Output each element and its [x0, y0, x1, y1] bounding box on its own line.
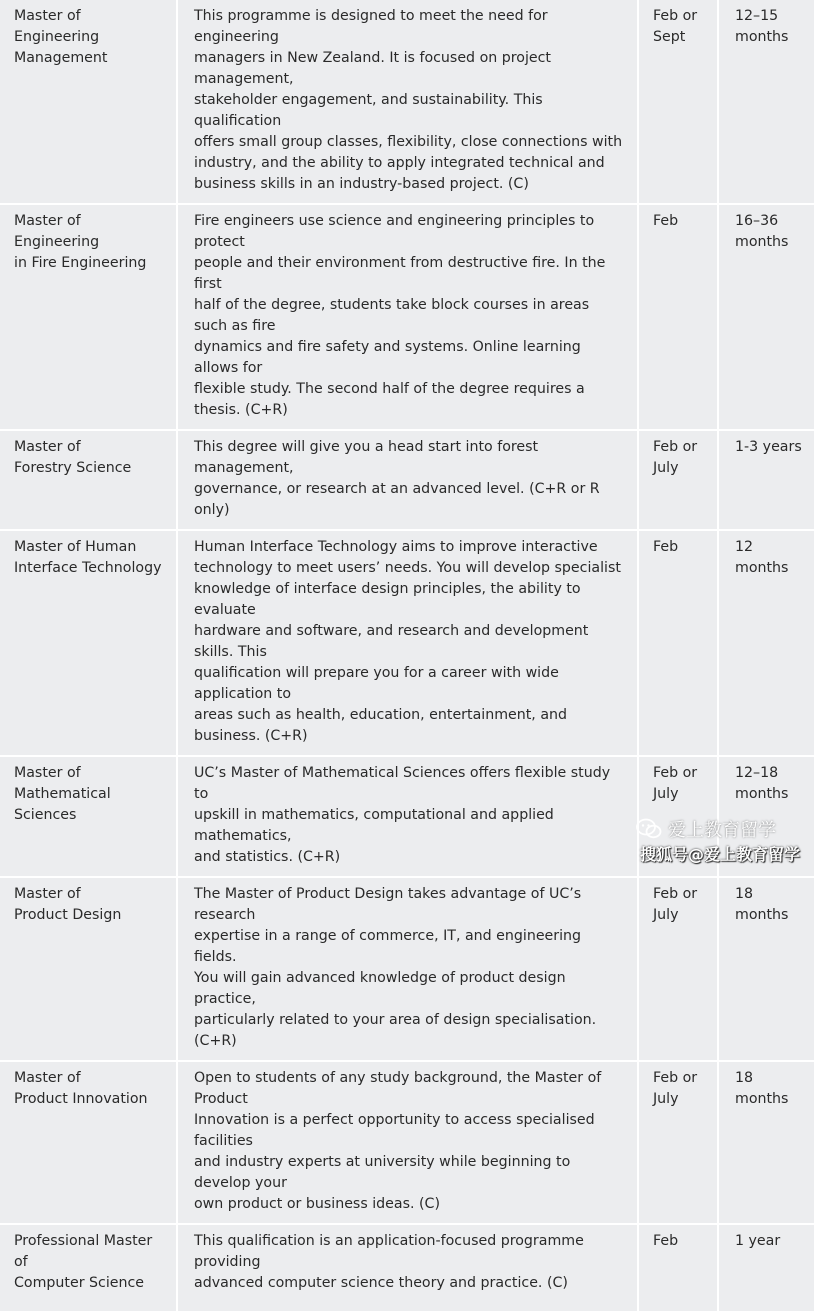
table-row: [0, 430, 814, 530]
programme-duration-cell: [718, 877, 814, 1061]
table-row: [0, 204, 814, 430]
programme-name-cell: [0, 1061, 177, 1224]
programme-description: This programme is designed to meet the need for engineering managers in New Zealand. It is focused on project management, stakeholder engagement, and sustainability. This qualification offers small group classes, flexibility, close connections with industry, and the ability to apply integrated technical and business skills in an industry-based project. (C): [194, 8, 623, 192]
programme-name-cell: [0, 0, 177, 204]
programme-description-cell: [177, 0, 638, 204]
watermark: [626, 816, 800, 868]
programme-intake: Feb or July: [653, 1070, 698, 1107]
wechat-icon: [636, 818, 662, 840]
programme-intake: Feb: [653, 539, 679, 555]
programme-intake-cell: [638, 530, 718, 756]
programme-name: Master of Forestry Science: [14, 439, 132, 476]
programme-name-cell: [0, 430, 177, 530]
programme-duration-cell: [718, 530, 814, 756]
table-row: [0, 1224, 814, 1311]
programme-duration: 1-3 years: [735, 439, 802, 455]
programme-name: Master of Mathematical Sciences: [14, 765, 111, 823]
programme-name-cell: [0, 877, 177, 1061]
programme-description-cell: [177, 430, 638, 530]
programme-description: This degree will give you a head start into forest management, governance, or research at an advanced level. (C+R or R only): [194, 439, 600, 518]
programme-description-cell: [177, 1061, 638, 1224]
programme-name: Master of Engineering Management: [14, 8, 108, 66]
table-row: [0, 530, 814, 756]
programme-intake: Feb or July: [653, 765, 698, 802]
programme-duration-cell: [718, 430, 814, 530]
programme-intake: Feb or Sept: [653, 8, 698, 45]
programme-description: This qualification is an application-focused programme providing advanced computer science theory and practice. (C): [194, 1233, 584, 1291]
programme-intake-cell: [638, 204, 718, 430]
table-row: [0, 877, 814, 1061]
programme-name-cell: [0, 530, 177, 756]
watermark-line-1: [636, 816, 776, 842]
programme-name: Master of Product Innovation: [14, 1070, 148, 1107]
programme-description-cell: [177, 1224, 638, 1311]
programme-description-cell: [177, 530, 638, 756]
programme-description: UC’s Master of Mathematical Sciences offers flexible study to upskill in mathematics, computational and applied mathematics, and statistics. (C+R): [194, 765, 611, 865]
programme-intake-cell: [638, 1061, 718, 1224]
programme-duration-cell: [718, 204, 814, 430]
programme-duration: 12–15 months: [735, 8, 789, 45]
programme-duration: 18 months: [735, 1070, 789, 1107]
programme-intake-cell: [638, 877, 718, 1061]
programme-name: Master of Product Design: [14, 886, 122, 923]
watermark-line-2: 搜狐号@爱上教育留学: [639, 845, 800, 864]
programme-description: Human Interface Technology aims to improve interactive technology to meet users’ needs. You will develop specialist knowledge of interface design principles, the ability to evaluate hardware and software, and research and development skills. This qualification will prepare you for a career with wide application to areas such as health, education, entertainment, and business. (C+R): [194, 539, 621, 744]
programme-intake-cell: [638, 430, 718, 530]
programme-intake: Feb: [653, 213, 679, 229]
programme-intake-cell: [638, 1224, 718, 1311]
programme-description-cell: [177, 756, 638, 877]
programme-description: The Master of Product Design takes advantage of UC’s research expertise in a range of commerce, IT, and engineering fields. You will gain advanced knowledge of product design practice, particularly related to your area of design specialisation. (C+R): [194, 886, 597, 1049]
programme-intake-cell: [638, 0, 718, 204]
programme-duration: 12 months: [735, 539, 789, 576]
programme-intake: Feb or July: [653, 439, 698, 476]
programme-name-cell: [0, 204, 177, 430]
programme-intake: Feb: [653, 1233, 679, 1249]
programme-name-cell: [0, 1224, 177, 1311]
programme-name: Master of Human Interface Technology: [14, 539, 162, 576]
programme-duration: 16–36 months: [735, 213, 789, 250]
watermark-account: 爱上教育留学: [668, 820, 776, 841]
programme-description-cell: [177, 204, 638, 430]
programme-duration-cell: [718, 0, 814, 204]
programme-description: Fire engineers use science and engineering principles to protect people and their environment from destructive fire. In the first half of the degree, students take block courses in areas such as fire dynamics and fire safety and systems. Online learning allows for flexible study. The second half of the degree requires a thesis. (C+R): [194, 213, 606, 418]
programme-name-cell: [0, 756, 177, 877]
programme-intake: Feb or July: [653, 886, 698, 923]
programme-duration-cell: [718, 1061, 814, 1224]
programme-description: Open to students of any study background, the Master of Product Innovation is a perfect opportunity to access specialised facilities and industry experts at university while beginning to develop your own product or business ideas. (C): [194, 1070, 602, 1212]
programme-duration: 12–18 months: [735, 765, 789, 802]
programme-duration: 18 months: [735, 886, 789, 923]
programme-duration: 1 year: [735, 1233, 781, 1249]
programme-name: Master of Engineering in Fire Engineering: [14, 213, 147, 271]
table-row: [0, 1061, 814, 1224]
programme-duration-cell: [718, 1224, 814, 1311]
programme-name: Professional Master of Computer Science: [14, 1233, 153, 1291]
table-row: [0, 0, 814, 204]
programme-description-cell: [177, 877, 638, 1061]
